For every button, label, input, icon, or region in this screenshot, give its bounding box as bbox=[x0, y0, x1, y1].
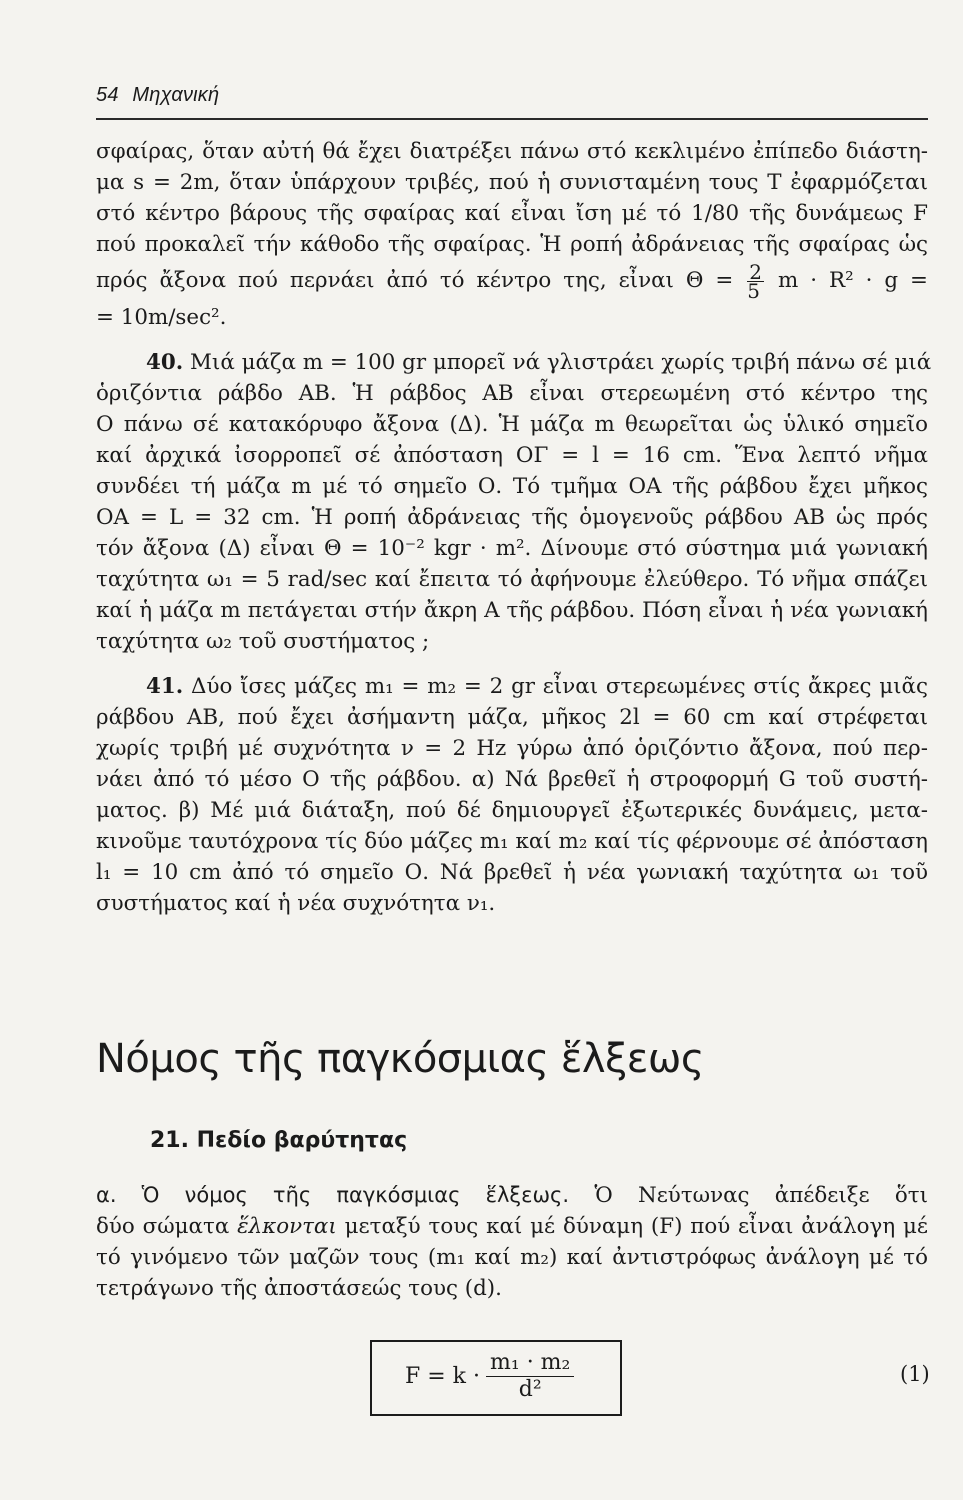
text-fragment: δύο σώματα bbox=[96, 1214, 230, 1239]
main-text bbox=[96, 136, 932, 919]
text-line: ταχύτητα ω₁ = 5 rad/sec καί ἔπειτα τό ἀφήνουμε ἐλεύθερο. Τό νῆμα σπάζει bbox=[96, 567, 928, 592]
formula-fraction bbox=[486, 1350, 574, 1403]
text-line: τό γινόμενο τῶν μαζῶν τους (m₁ καί m₂) καί ἀντιστρόφως ἀνάλογη μέ τό bbox=[96, 1245, 928, 1270]
equation-number: (1) bbox=[900, 1362, 930, 1386]
text-line: σφαίρας, ὅταν αὐτή θά ἔχει διατρέξει πάνω στό κεκλιμένο ἐπίπεδο διάστη- bbox=[96, 139, 928, 164]
chapter-title: Νόμος τῆς παγκόσμιας ἕλξεως bbox=[96, 1036, 704, 1082]
problem-number: 41. bbox=[146, 674, 184, 699]
fraction bbox=[747, 259, 764, 303]
text-line: ΟΑ = L = 32 cm. Ἡ ροπή ἀδράνειας τῆς ὁμογενοῦς ράβδου ΑΒ ὡς πρός bbox=[96, 505, 928, 530]
text-line: ματος. β) Μέ μιά διάταξη, πού δέ δημιουργεῖ ἐξωτερικές δυνάμεις, μετα- bbox=[96, 798, 928, 823]
text-line: = 10m/sec². bbox=[96, 305, 227, 330]
law-second-line bbox=[96, 1211, 928, 1242]
text-fragment: μεταξύ τους καί μέ δύναμη (F) πού εἶναι ἀνάλογη μέ bbox=[344, 1214, 928, 1239]
text-line: καί ἀρχικά ἰσορροπεῖ σέ ἀπόσταση ΟΓ = l = 16 cm. Ἕνα λεπτό νῆμα bbox=[96, 443, 928, 468]
problem-41-first-line bbox=[96, 671, 928, 702]
text-fragment: Ὁ Νεύτωνας ἀπέδειξε ὅτι bbox=[594, 1183, 928, 1208]
text-line: συστήματος καί ἡ νέα συχνότητα ν₁. bbox=[96, 891, 496, 916]
page-number: 54 bbox=[96, 84, 119, 106]
law-text bbox=[96, 1180, 928, 1304]
text-line: συνδέει τή μάζα m μέ τό σημεῖο Ο. Τό τμῆμα ΟΑ τῆς ράβδου ἔχει μῆκος bbox=[96, 474, 928, 499]
fraction-denominator: 5 bbox=[747, 278, 760, 303]
text-line: τετράγωνο τῆς ἀποστάσεώς τους (d). bbox=[96, 1276, 502, 1301]
text-line: τόν ἄξονα (Δ) εἶναι Θ = 10⁻² kgr · m². Δίνουμε στό σύστημα μιά γωνιακή bbox=[96, 536, 928, 561]
text-line: ταχύτητα ω₂ τοῦ συστήματος ; bbox=[96, 629, 430, 654]
law-first-line bbox=[96, 1180, 928, 1211]
text-line: μα s = 2m, ὅταν ὑπάρχουν τριβές, πού ἡ συνισταμένη τους Τ ἐφαρμόζεται bbox=[96, 170, 928, 195]
text-fragment: Δύο ἴσες μάζες m₁ = m₂ = 2 gr εἶναι στερεωμένες στίς ἄκρες μιᾶς bbox=[191, 674, 928, 699]
text-line: στό κέντρο βάρους τῆς σφαίρας καί εἶναι ἴση μέ τό 1/80 τῆς δυνάμεως F bbox=[96, 201, 928, 226]
text-fragment: Μιά μάζα m = 100 gr μπορεῖ νά γλιστράει χωρίς τριβή πάνω σέ μιά bbox=[190, 350, 932, 375]
section-title: 21. Πεδίο βαρύτητας bbox=[150, 1128, 408, 1153]
problem-40-first-line bbox=[96, 347, 932, 378]
text-line: νάει ἀπό τό μέσο Ο τῆς ράβδου. α) Νά βρεθεῖ ἡ στροφορμή G τοῦ συστή- bbox=[96, 767, 928, 792]
text-fragment: m · R² · g = bbox=[777, 268, 928, 293]
running-title: Μηχανική bbox=[132, 84, 220, 106]
text-line: κινοῦμε ταυτόχρονα τίς δύο μάζες m₁ καί m₂ καί τίς φέρνουμε σέ ἀπόσταση bbox=[96, 829, 928, 854]
fraction-numerator: 2 bbox=[749, 259, 762, 284]
text-line: πού προκαλεῖ τήν κάθοδο τῆς σφαίρας. Ἡ ροπή ἀδράνειας τῆς σφαίρας ὡς bbox=[96, 232, 928, 257]
text-line: ράβδου ΑΒ, πού ἔχει ἀσήμαντη μάζα, μῆκος 2l = 60 cm καί στρέφεται bbox=[96, 705, 928, 730]
problem-number: 40. bbox=[146, 350, 184, 375]
law-label: α. Ὁ νόμος τῆς παγκόσμιας ἕλξεως. bbox=[96, 1183, 570, 1207]
running-header bbox=[96, 84, 926, 107]
formula-numerator: m₁ · m₂ bbox=[486, 1350, 574, 1377]
text-line: ὁριζόντια ράβδο ΑΒ. Ἡ ράβδος ΑΒ εἶναι στερεωμένη στό κέντρο της bbox=[96, 381, 928, 406]
gravitation-formula bbox=[405, 1344, 574, 1408]
text-line-formula bbox=[96, 260, 928, 302]
text-line: l₁ = 10 cm ἀπό τό σημεῖο Ο. Νά βρεθεῖ ἡ νέα γωνιακή ταχύτητα ω₁ τοῦ bbox=[96, 860, 928, 885]
emphasis-word: ἕλκονται bbox=[237, 1214, 337, 1239]
header-rule bbox=[96, 118, 928, 120]
text-line: Ο πάνω σέ κατακόρυφο ἄξονα (Δ). Ἡ μάζα m θεωρεῖται ὡς ὑλικό σημεῖο bbox=[96, 412, 928, 437]
text-line: καί ἡ μάζα m πετάγεται στήν ἄκρη Α τῆς ράβδου. Πόση εἶναι ἡ νέα γωνιακή bbox=[96, 598, 928, 623]
text-fragment: πρός ἄξονα πού περνάει ἀπό τό κέντρο της, εἶναι Θ = bbox=[96, 268, 734, 293]
formula-lhs: F = k · bbox=[405, 1363, 481, 1389]
formula-denominator: d² bbox=[518, 1376, 542, 1402]
text-line: χωρίς τριβή μέ συχνότητα ν = 2 Hz γύρω ἀπό ὁριζόντιο ἄξονα, πού περ- bbox=[96, 736, 928, 761]
